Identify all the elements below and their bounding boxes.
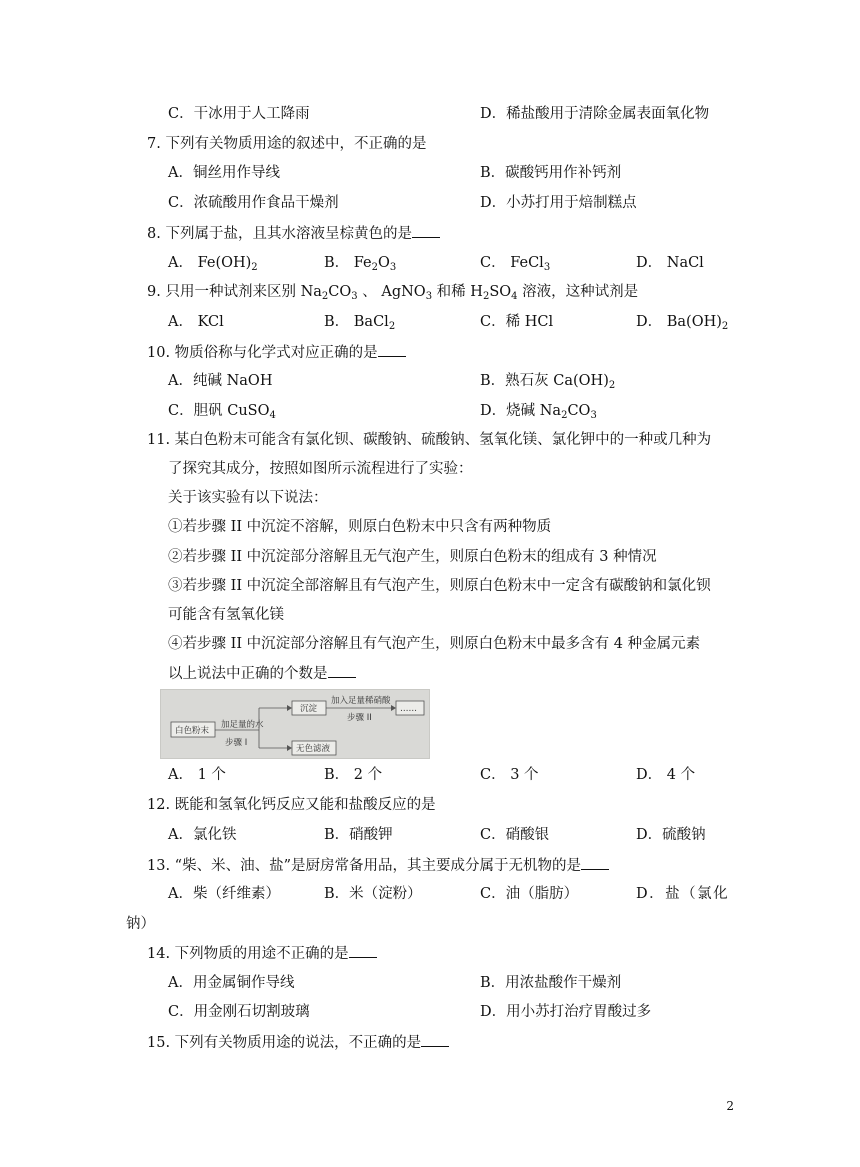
q14-stem: 14. 下列物质的用途不正确的是 [147,943,377,964]
q12-option-c: C．硝酸银 [480,827,550,843]
answer-blank [421,1032,449,1047]
q13-option-b: B．米（淀粉） [324,886,422,902]
q8-option-d: D． NaCl [636,255,704,271]
q13-option-c: C．油（脂肪） [480,886,579,902]
q11-option-b: B． 2 个 [324,767,383,783]
label-precipitate: 沉淀 [300,704,318,714]
q13-option-a: A．柴（纤维素） [168,886,280,902]
q7-option-b: B．碳酸钙用作补钙剂 [480,165,622,181]
q12-option-b: B．硝酸钾 [324,827,393,843]
q11-option-d: D． 4 个 [636,767,696,783]
q9-option-c: C．稀 HCl [480,314,554,330]
q14-option-b: B．用浓盐酸作干燥剂 [480,975,622,991]
answer-blank [349,943,377,958]
q11-statement-3-line1: ③若步骤 II 中沉淀全部溶解且有气泡产生，则原白色粉末中一定含有碳酸钠和氯化钡 [168,578,711,594]
label-powder: 白色粉末 [175,726,210,736]
label-add-water: 加足量的水 [221,720,264,730]
q8-stem: 8. 下列属于盐，且其水溶液呈棕黄色的是 [147,223,440,244]
q6-option-d: D．稀盐酸用于清除金属表面氧化物 [480,106,710,122]
q11-stem-line1: 11. 某白色粉末可能含有氯化钡、碳酸钠、硫酸钠、氢氧化镁、氯化钾中的一种或几种为 [147,432,712,448]
q6-option-c: C．干冰用于人工降雨 [168,106,310,122]
q14-option-a: A．用金属铜作导线 [168,975,295,991]
page-number: 2 [726,1099,734,1113]
arrowhead-precipitate [287,705,292,711]
q13-option-d-wrap: 钠） [126,916,155,932]
q11-statement-4: ④若步骤 II 中沉淀部分溶解且有气泡产生，则原白色粉末中最多含有 4 种金属元素 [168,636,701,652]
q11-statement-2: ②若步骤 II 中沉淀部分溶解且无气泡产生，则原白色粉末的组成有 3 种情况 [168,549,657,565]
answer-blank [412,223,440,238]
q8-option-c: C． FeCl$_3$ [480,255,551,273]
arrowhead-step2 [391,705,396,711]
q9-option-a: A． KCl [168,314,224,330]
q9-stem: 9. 只用一种试剂来区别 $Na_2CO_3$ 、 AgNO$_3$ 和稀 $H_2SO_4$ 溶液，这种试剂是 [147,284,639,302]
q11-question: 以上说法中正确的个数是 [168,663,356,684]
q8-option-b: B． $Fe_2O_3$ [324,255,397,273]
q7-option-d: D．小苏打用于焙制糕点 [480,195,637,211]
label-dots: …… [400,704,417,714]
answer-blank [378,342,406,357]
q10-option-c: C．胆矾 CuSO$_4$ [168,403,276,421]
q11-stem-line2: 了探究其成分，按照如图所示流程进行了实验： [168,461,473,477]
label-step1: 步骤 I [225,738,248,748]
q11-flowchart [160,689,430,759]
q13-option-d: D．盐（氯化 [636,886,730,902]
q14-option-c: C．用金刚石切割玻璃 [168,1004,310,1020]
q10-stem: 10. 物质俗称与化学式对应正确的是 [147,342,406,363]
q7-option-a: A．铜丝用作导线 [168,165,280,181]
q10-option-d: D．烧碱 $Na_2CO_3$ [480,403,597,421]
q8-option-a: A． $Fe(OH)_2$ [168,255,258,273]
q13-stem: 13. “柴、米、油、盐”是厨房常备用品，其主要成分属于无机物的是 [147,855,609,876]
q14-option-d: D．用小苏打治疗胃酸过多 [480,1004,652,1020]
q11-statement-1: ①若步骤 II 中沉淀不溶解，则原白色粉末中只含有两种物质 [168,519,552,535]
flowchart-svg [161,690,429,758]
q11-statement-3-line2: 可能含有氢氧化镁 [168,607,284,623]
q12-option-d: D．硫酸钠 [636,827,706,843]
answer-blank [328,663,356,678]
label-filtrate: 无色滤液 [296,744,331,754]
q10-option-a: A．纯碱 NaOH [168,373,273,389]
q11-option-c: C． 3 个 [480,767,539,783]
q15-stem: 15. 下列有关物质用途的说法，不正确的是 [147,1032,449,1053]
q12-option-a: A．氯化铁 [168,827,237,843]
q7-option-c: C．浓硫酸用作食品干燥剂 [168,195,339,211]
label-add-acid: 加入足量稀硝酸 [331,696,391,706]
q11-intro: 关于该实验有以下说法： [168,490,328,506]
label-step2: 步骤 II [347,713,372,723]
answer-blank [581,855,609,870]
q11-option-a: A． 1 个 [168,767,226,783]
q10-option-b: B．熟石灰 $Ca(OH)_2$ [480,373,616,391]
q7-stem: 7. 下列有关物质用途的叙述中，不正确的是 [147,136,427,152]
q9-option-d: D． $Ba(OH)_2$ [636,314,729,332]
q9-option-b: B． BaCl$_2$ [324,314,396,332]
q12-stem: 12. 既能和氢氧化钙反应又能和盐酸反应的是 [147,797,436,813]
arrowhead-filtrate [287,745,292,751]
